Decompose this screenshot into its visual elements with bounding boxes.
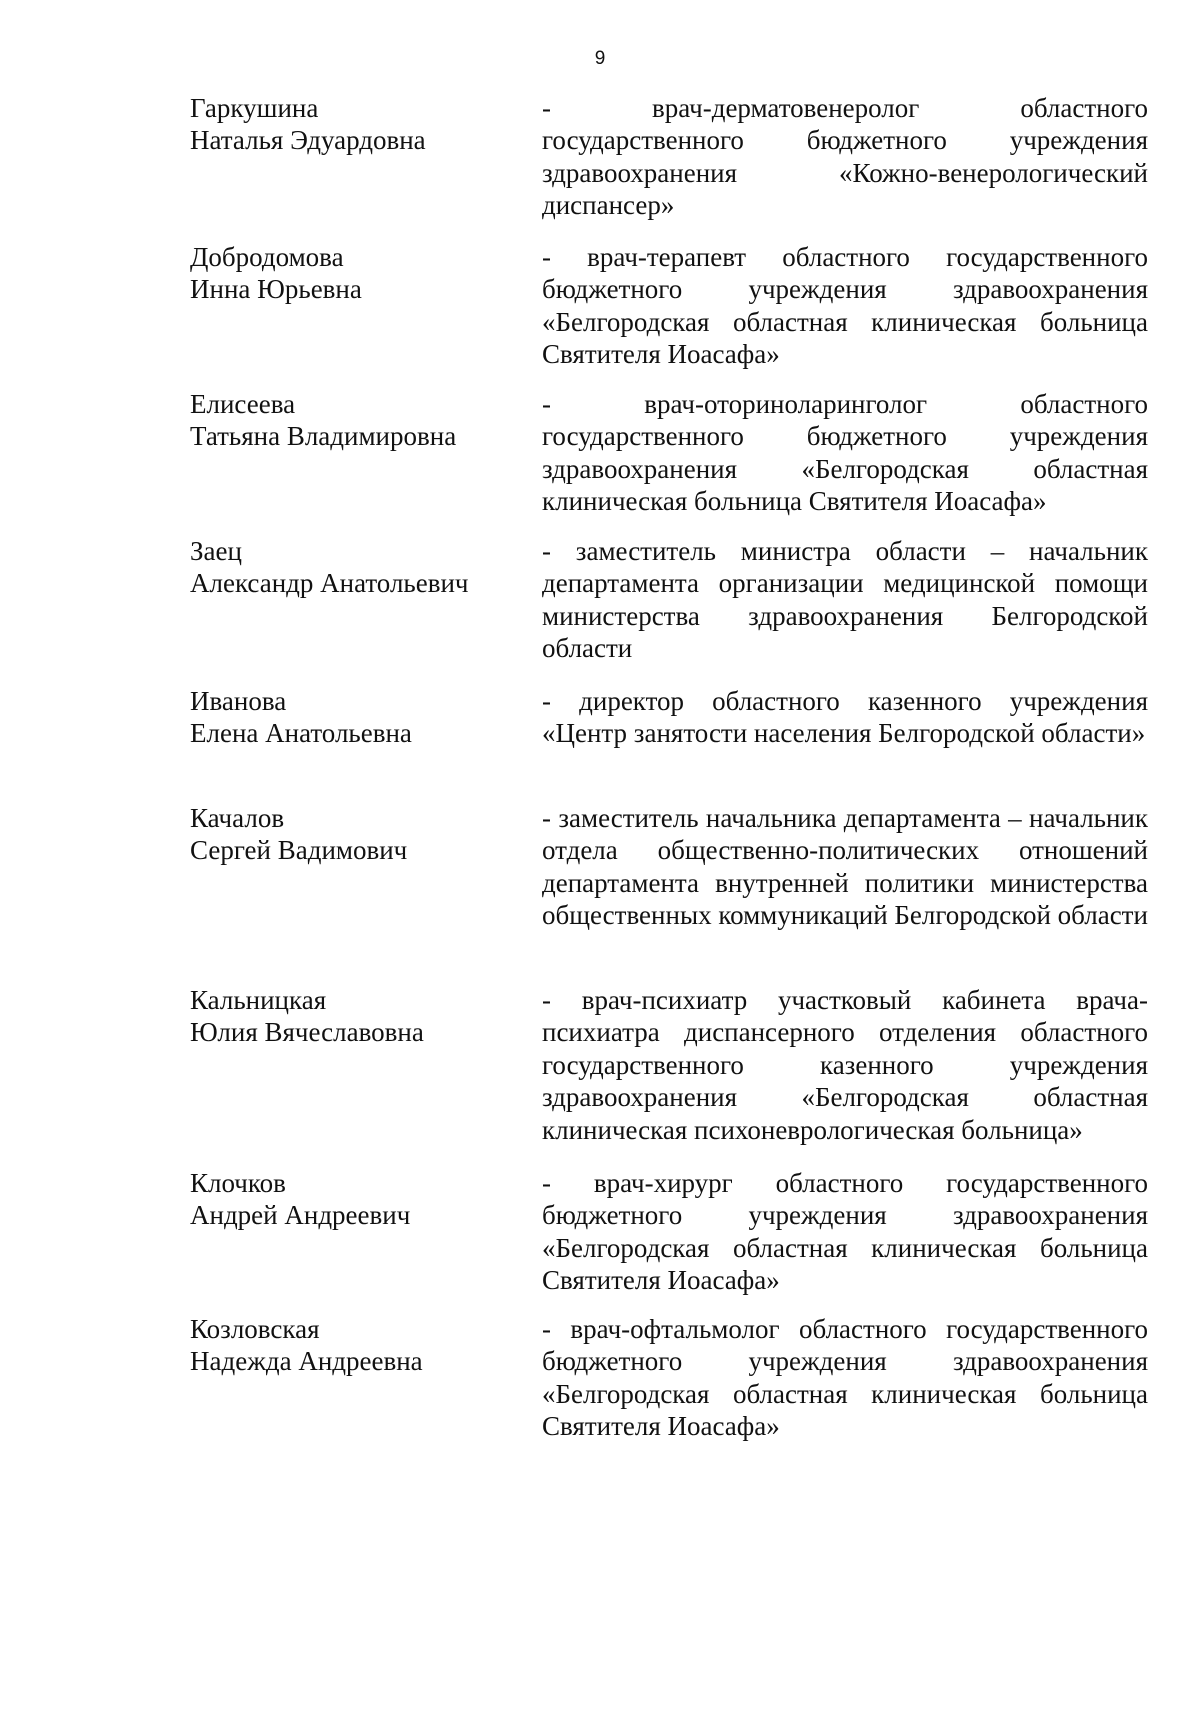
member-position: - врач-терапевт областного государственного бюджетного учреждения здравоохранения «Белгородская областная клиническая больница Святителя Иоасафа»	[542, 242, 1148, 370]
member-position: - заместитель начальника департамента – начальник отдела общественно-политических отношений департамента внутренней политики министерства общественных коммуникаций Белгородской области	[542, 803, 1148, 931]
member-surname: Добродомова	[190, 242, 344, 272]
member-given-names: Татьяна Владимировна	[190, 421, 457, 451]
member-position: - врач-хирург областного государственного бюджетного учреждения здравоохранения «Белгородская областная клиническая больница Святителя Иоасафа»	[542, 1168, 1148, 1296]
member-name	[190, 1313, 520, 1377]
member-name	[190, 388, 520, 452]
member-given-names: Сергей Вадимович	[190, 835, 408, 865]
member-surname: Заец	[190, 536, 242, 566]
member-name	[190, 984, 520, 1048]
page-number: 9	[594, 48, 606, 69]
member-position: - врач-психиатр участковый кабинета врача-психиатра диспансерного отделения областного государственного казенного учреждения здравоохранения «Белгородская областная клиническая психоневрологическая больница»	[542, 985, 1148, 1145]
member-name	[190, 241, 520, 305]
member-surname: Иванова	[190, 686, 287, 716]
member-position: - директор областного казенного учреждения «Центр занятости населения Белгородской области»	[542, 686, 1148, 749]
member-given-names: Наталья Эдуардовна	[190, 125, 426, 155]
member-name	[190, 802, 520, 866]
member-position: - врач-дерматовенеролог областного государственного бюджетного учреждения здравоохранения «Кожно-венерологический диспансер»	[542, 93, 1148, 221]
member-name	[190, 1167, 520, 1231]
member-name	[190, 535, 520, 599]
member-surname: Козловская	[190, 1314, 320, 1344]
member-name	[190, 685, 520, 749]
member-given-names: Надежда Андреевна	[190, 1346, 423, 1376]
member-given-names: Александр Анатольевич	[190, 568, 469, 598]
member-surname: Кальницкая	[190, 985, 327, 1015]
member-position: - врач-оториноларинголог областного государственного бюджетного учреждения здравоохранения «Белгородская областная клиническая больница Святителя Иоасафа»	[542, 389, 1148, 517]
member-given-names: Инна Юрьевна	[190, 274, 362, 304]
member-surname: Гаркушина	[190, 93, 319, 123]
member-position: - заместитель министра области – начальник департамента организации медицинской помощи министерства здравоохранения Белгородской области	[542, 536, 1148, 664]
member-surname: Клочков	[190, 1168, 286, 1198]
member-surname: Качалов	[190, 803, 285, 833]
member-given-names: Юлия Вячеславовна	[190, 1017, 424, 1047]
member-surname: Елисеева	[190, 389, 296, 419]
member-given-names: Андрей Андреевич	[190, 1200, 411, 1230]
member-position: - врач-офтальмолог областного государственного бюджетного учреждения здравоохранения «Белгородская областная клиническая больница Святителя Иоасафа»	[542, 1314, 1148, 1442]
member-given-names: Елена Анатольевна	[190, 718, 412, 748]
member-name	[190, 92, 520, 156]
